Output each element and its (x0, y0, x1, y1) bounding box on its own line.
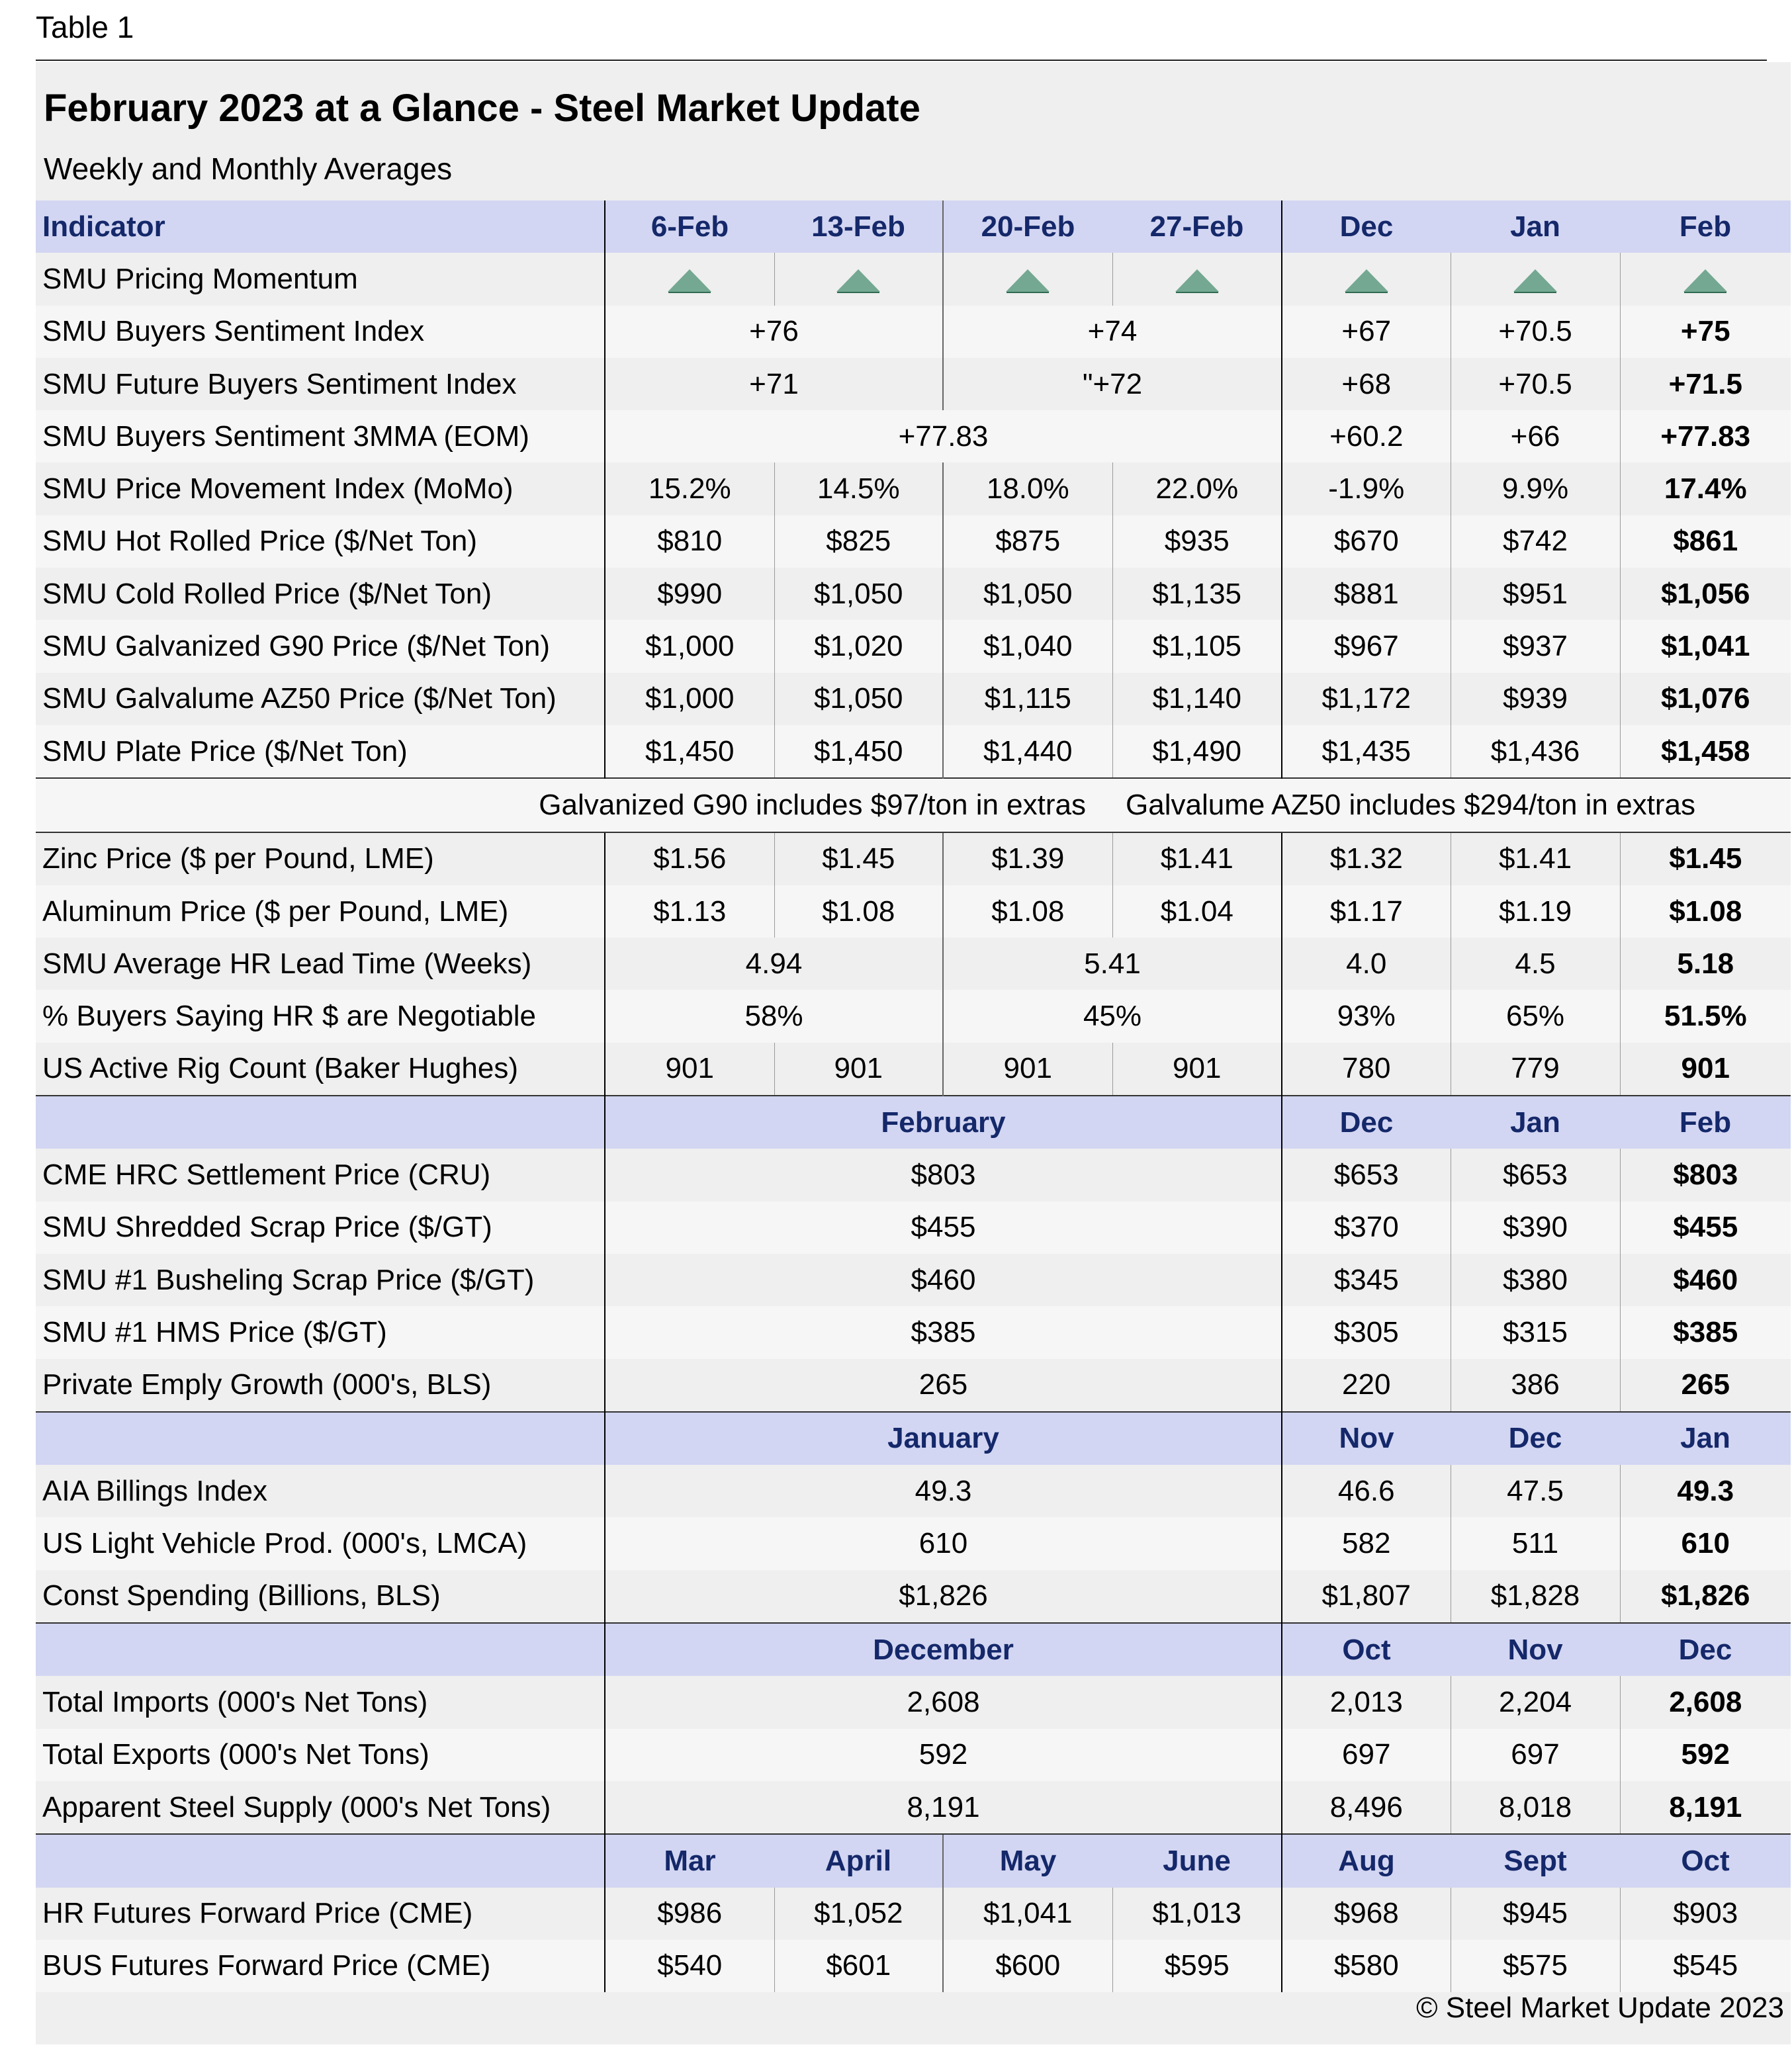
value-cell: $1.45 (1620, 832, 1791, 885)
value-cell: $670 (1282, 515, 1451, 568)
value-cell: $1,135 (1112, 568, 1282, 620)
table-row (36, 253, 1791, 305)
value-cell: $881 (1282, 568, 1451, 620)
indicator-label: Aluminum Price ($ per Pound, LME) (36, 885, 605, 938)
value-cell: 901 (943, 1043, 1112, 1096)
value-cell: $600 (943, 1940, 1112, 1992)
copyright-footer: © Steel Market Update 2023 (1416, 1992, 1784, 2024)
column-header: 20-Feb (943, 200, 1112, 253)
value-cell: $935 (1112, 515, 1282, 568)
value-cell: $1,172 (1282, 673, 1451, 725)
value-cell: 8,018 (1451, 1781, 1620, 1834)
value-cell: +75 (1620, 306, 1791, 358)
indicator-label: SMU #1 Busheling Scrap Price ($/GT) (36, 1254, 605, 1306)
table-row (36, 1149, 1791, 1201)
value-cell: 8,191 (1620, 1781, 1791, 1834)
value-cell: $460 (605, 1254, 1282, 1306)
value-cell: 610 (1620, 1517, 1791, 1569)
momentum-cell (605, 253, 774, 305)
indicator-label: HR Futures Forward Price (CME) (36, 1888, 605, 1940)
value-cell: $305 (1282, 1306, 1451, 1358)
page-subtitle: Weekly and Monthly Averages (44, 152, 453, 186)
value-cell: 9.9% (1451, 462, 1620, 515)
table-row (36, 1306, 1791, 1358)
value-cell: 14.5% (774, 462, 943, 515)
value-cell: +76 (605, 306, 943, 358)
column-header: Nov (1282, 1412, 1451, 1465)
table-row (36, 1888, 1791, 1940)
value-cell: $1.19 (1451, 885, 1620, 938)
value-cell: $601 (774, 1940, 943, 1992)
value-cell: $986 (605, 1888, 774, 1940)
value-cell: 15.2% (605, 462, 774, 515)
value-cell: $945 (1451, 1888, 1620, 1940)
caption-divider (36, 60, 1767, 61)
value-cell: 697 (1451, 1729, 1620, 1781)
indicator-label: CME HRC Settlement Price (CRU) (36, 1149, 605, 1201)
value-cell: $1,436 (1451, 725, 1620, 778)
column-header: December (605, 1623, 1282, 1676)
value-cell: $1,020 (774, 620, 943, 672)
momentum-cell (1112, 253, 1282, 305)
value-cell: 93% (1282, 990, 1451, 1042)
value-cell: +74 (943, 306, 1282, 358)
value-cell: 45% (943, 990, 1282, 1042)
value-cell: $1.41 (1112, 832, 1282, 885)
indicator-label: SMU Future Buyers Sentiment Index (36, 358, 605, 410)
column-header-indicator (36, 1623, 605, 1676)
indicator-label: SMU Galvanized G90 Price ($/Net Ton) (36, 620, 605, 672)
value-cell: $803 (1620, 1149, 1791, 1201)
value-cell: $903 (1620, 1888, 1791, 1940)
value-cell: 58% (605, 990, 943, 1042)
column-header-indicator (36, 1096, 605, 1149)
column-header: Mar (605, 1834, 774, 1887)
value-cell: $825 (774, 515, 943, 568)
value-cell: 901 (1112, 1043, 1282, 1096)
table-row (36, 620, 1791, 672)
table-row (36, 1729, 1791, 1781)
indicator-label: US Light Vehicle Prod. (000's, LMCA) (36, 1517, 605, 1569)
indicator-label: Const Spending (Billions, BLS) (36, 1570, 605, 1623)
value-cell: 610 (605, 1517, 1282, 1569)
value-cell: $540 (605, 1940, 774, 1992)
value-cell: 265 (605, 1359, 1282, 1412)
value-cell: $1.32 (1282, 832, 1451, 885)
column-header: Jan (1620, 1412, 1791, 1465)
value-cell: $742 (1451, 515, 1620, 568)
value-cell: $967 (1282, 620, 1451, 672)
value-cell: $1,040 (943, 620, 1112, 672)
value-cell: $1,826 (605, 1570, 1282, 1623)
table-frame (12, 0, 1784, 2059)
table-row (36, 990, 1791, 1042)
section-header-row (36, 1096, 1791, 1149)
value-cell: +71.5 (1620, 358, 1791, 410)
momentum-cell (1620, 253, 1791, 305)
table-row (36, 938, 1791, 990)
value-cell: $939 (1451, 673, 1620, 725)
table-row (36, 1517, 1791, 1569)
value-cell: $1,105 (1112, 620, 1282, 672)
value-cell: 65% (1451, 990, 1620, 1042)
value-cell: +68 (1282, 358, 1451, 410)
table-row (36, 306, 1791, 358)
value-cell: $1,450 (774, 725, 943, 778)
value-cell: $1,807 (1282, 1570, 1451, 1623)
value-cell: $968 (1282, 1888, 1451, 1940)
value-cell: $653 (1451, 1149, 1620, 1201)
value-cell: $1,041 (1620, 620, 1791, 672)
value-cell: $810 (605, 515, 774, 568)
indicator-label: SMU Pricing Momentum (36, 253, 605, 305)
value-cell: 901 (1620, 1043, 1791, 1096)
value-cell: $1,458 (1620, 725, 1791, 778)
indicator-label: AIA Billings Index (36, 1465, 605, 1517)
value-cell: $1.41 (1451, 832, 1620, 885)
value-cell: $1.08 (943, 885, 1112, 938)
value-cell: $1.45 (774, 832, 943, 885)
value-cell: $1,050 (774, 673, 943, 725)
table-row (36, 568, 1791, 620)
momentum-cell (774, 253, 943, 305)
column-header: Sept (1451, 1834, 1620, 1887)
value-cell: 386 (1451, 1359, 1620, 1412)
value-cell: 4.0 (1282, 938, 1451, 990)
value-cell: $1,000 (605, 673, 774, 725)
value-cell: +70.5 (1451, 306, 1620, 358)
value-cell: $1,450 (605, 725, 774, 778)
indicator-label: SMU Buyers Sentiment 3MMA (EOM) (36, 410, 605, 462)
table-row (36, 1940, 1791, 1992)
column-header: 13-Feb (774, 200, 943, 253)
value-cell: $385 (605, 1306, 1282, 1358)
value-cell: $390 (1451, 1202, 1620, 1254)
section-header-row (36, 1834, 1791, 1887)
indicator-label: SMU Cold Rolled Price ($/Net Ton) (36, 568, 605, 620)
value-cell: $1,826 (1620, 1570, 1791, 1623)
value-cell: $803 (605, 1149, 1282, 1201)
value-cell: $1,050 (774, 568, 943, 620)
value-cell: $1,013 (1112, 1888, 1282, 1940)
value-cell: $937 (1451, 620, 1620, 672)
column-header: Jan (1451, 200, 1620, 253)
section-header-row (36, 200, 1791, 253)
value-cell: 2,204 (1451, 1676, 1620, 1728)
table-row (36, 1043, 1791, 1096)
value-cell: $1,490 (1112, 725, 1282, 778)
indicator-label: SMU Average HR Lead Time (Weeks) (36, 938, 605, 990)
column-header-indicator (36, 1412, 605, 1465)
section-header-row (36, 1412, 1791, 1465)
column-header: 6-Feb (605, 200, 774, 253)
value-cell: $1.56 (605, 832, 774, 885)
table-row (36, 1676, 1791, 1728)
value-cell: $951 (1451, 568, 1620, 620)
momentum-cell (1451, 253, 1620, 305)
column-header: 27-Feb (1112, 200, 1282, 253)
column-header: Oct (1620, 1834, 1791, 1887)
value-cell: $990 (605, 568, 774, 620)
value-cell: $1,052 (774, 1888, 943, 1940)
column-header: Oct (1282, 1623, 1451, 1676)
value-cell: 8,496 (1282, 1781, 1451, 1834)
value-cell: $575 (1451, 1940, 1620, 1992)
indicator-label: SMU Plate Price ($/Net Ton) (36, 725, 605, 778)
table-row (36, 1202, 1791, 1254)
value-cell: 901 (774, 1043, 943, 1096)
indicator-label: Total Imports (000's Net Tons) (36, 1676, 605, 1728)
table-row (36, 358, 1791, 410)
value-cell: +77.83 (605, 410, 1282, 462)
column-header: Feb (1620, 200, 1791, 253)
value-cell: $1.04 (1112, 885, 1282, 938)
table-row (36, 1359, 1791, 1412)
value-cell: 2,013 (1282, 1676, 1451, 1728)
value-cell: +67 (1282, 306, 1451, 358)
market-update-panel (36, 62, 1791, 2044)
triangle-up-icon (668, 269, 711, 292)
table-row (36, 515, 1791, 568)
value-cell: 18.0% (943, 462, 1112, 515)
indicator-label: US Active Rig Count (Baker Hughes) (36, 1043, 605, 1096)
value-cell: 697 (1282, 1729, 1451, 1781)
value-cell: $380 (1451, 1254, 1620, 1306)
column-header: Jan (1451, 1096, 1620, 1149)
value-cell: 8,191 (605, 1781, 1282, 1834)
value-cell: 46.6 (1282, 1465, 1451, 1517)
value-cell: $1,440 (943, 725, 1112, 778)
value-cell: $1.39 (943, 832, 1112, 885)
page-title: February 2023 at a Glance - Steel Market Update (44, 87, 920, 130)
value-cell: $385 (1620, 1306, 1791, 1358)
section-header-row (36, 1623, 1791, 1676)
indicator-label: SMU Shredded Scrap Price ($/GT) (36, 1202, 605, 1254)
value-cell: $315 (1451, 1306, 1620, 1358)
triangle-up-icon (1006, 269, 1050, 292)
column-header: January (605, 1412, 1282, 1465)
table-row (36, 1781, 1791, 1834)
value-cell: $1,828 (1451, 1570, 1620, 1623)
value-cell: $1.08 (1620, 885, 1791, 938)
table-row (36, 462, 1791, 515)
value-cell: $455 (1620, 1202, 1791, 1254)
indicator-label: Zinc Price ($ per Pound, LME) (36, 832, 605, 885)
momentum-cell (943, 253, 1112, 305)
indicator-label: % Buyers Saying HR $ are Negotiable (36, 990, 605, 1042)
value-cell: $653 (1282, 1149, 1451, 1201)
value-cell: +77.83 (1620, 410, 1791, 462)
triangle-up-icon (1683, 269, 1727, 292)
value-cell: $1,000 (605, 620, 774, 672)
value-cell: $1,140 (1112, 673, 1282, 725)
value-cell: 47.5 (1451, 1465, 1620, 1517)
indicator-label: SMU Price Movement Index (MoMo) (36, 462, 605, 515)
triangle-up-icon (1513, 269, 1557, 292)
indicator-label: SMU Hot Rolled Price ($/Net Ton) (36, 515, 605, 568)
value-cell: 49.3 (605, 1465, 1282, 1517)
indicator-label: Private Emply Growth (000's, BLS) (36, 1359, 605, 1412)
column-header: February (605, 1096, 1282, 1149)
momentum-cell (1282, 253, 1451, 305)
column-header-indicator: Indicator (36, 200, 605, 253)
value-cell: 592 (605, 1729, 1282, 1781)
column-header: Aug (1282, 1834, 1451, 1887)
column-header: June (1112, 1834, 1282, 1887)
indicator-label: Apparent Steel Supply (000's Net Tons) (36, 1781, 605, 1834)
value-cell: $1,115 (943, 673, 1112, 725)
column-header: Dec (1451, 1412, 1620, 1465)
extras-note-g90: Galvanized G90 includes $97/ton in extras (36, 778, 1112, 832)
value-cell: $1,435 (1282, 725, 1451, 778)
value-cell: 51.5% (1620, 990, 1791, 1042)
value-cell: 592 (1620, 1729, 1791, 1781)
extras-note-row (36, 778, 1791, 832)
value-cell: $1,056 (1620, 568, 1791, 620)
value-cell: $1.17 (1282, 885, 1451, 938)
column-header: Dec (1282, 200, 1451, 253)
table-row (36, 725, 1791, 778)
indicator-label: SMU Buyers Sentiment Index (36, 306, 605, 358)
value-cell: 2,608 (1620, 1676, 1791, 1728)
value-cell: $1,041 (943, 1888, 1112, 1940)
value-cell: 4.94 (605, 938, 943, 990)
table-caption: Table 1 (36, 10, 134, 44)
value-cell: $875 (943, 515, 1112, 568)
table-row (36, 832, 1791, 885)
value-cell: +71 (605, 358, 943, 410)
value-cell: $460 (1620, 1254, 1791, 1306)
market-table (36, 200, 1791, 1992)
column-header: April (774, 1834, 943, 1887)
table-row (36, 410, 1791, 462)
table-row (36, 885, 1791, 938)
value-cell: $455 (605, 1202, 1282, 1254)
indicator-label: Total Exports (000's Net Tons) (36, 1729, 605, 1781)
table-row (36, 673, 1791, 725)
value-cell: +70.5 (1451, 358, 1620, 410)
value-cell: $595 (1112, 1940, 1282, 1992)
column-header: Dec (1282, 1096, 1451, 1149)
value-cell: $1.08 (774, 885, 943, 938)
triangle-up-icon (1345, 269, 1388, 292)
value-cell: $370 (1282, 1202, 1451, 1254)
value-cell: $1.13 (605, 885, 774, 938)
indicator-label: SMU Galvalume AZ50 Price ($/Net Ton) (36, 673, 605, 725)
value-cell: +60.2 (1282, 410, 1451, 462)
value-cell: $1,076 (1620, 673, 1791, 725)
column-header: Feb (1620, 1096, 1791, 1149)
extras-note-az50: Galvalume AZ50 includes $294/ton in extras (1112, 778, 1791, 832)
value-cell: 49.3 (1620, 1465, 1791, 1517)
value-cell: +66 (1451, 410, 1620, 462)
value-cell: 220 (1282, 1359, 1451, 1412)
column-header: Nov (1451, 1623, 1620, 1676)
value-cell: $861 (1620, 515, 1791, 568)
value-cell: 901 (605, 1043, 774, 1096)
value-cell: 22.0% (1112, 462, 1282, 515)
value-cell: -1.9% (1282, 462, 1451, 515)
value-cell: 780 (1282, 1043, 1451, 1096)
value-cell: 582 (1282, 1517, 1451, 1569)
value-cell: 265 (1620, 1359, 1791, 1412)
value-cell: 4.5 (1451, 938, 1620, 990)
indicator-label: BUS Futures Forward Price (CME) (36, 1940, 605, 1992)
triangle-up-icon (1175, 269, 1219, 292)
value-cell: $1,050 (943, 568, 1112, 620)
value-cell: "+72 (943, 358, 1282, 410)
indicator-label: SMU #1 HMS Price ($/GT) (36, 1306, 605, 1358)
table-row (36, 1465, 1791, 1517)
table-row (36, 1254, 1791, 1306)
value-cell: $345 (1282, 1254, 1451, 1306)
table-row (36, 1570, 1791, 1623)
column-header-indicator (36, 1834, 605, 1887)
value-cell: 779 (1451, 1043, 1620, 1096)
value-cell: 5.41 (943, 938, 1282, 990)
value-cell: $580 (1282, 1940, 1451, 1992)
value-cell: 17.4% (1620, 462, 1791, 515)
column-header: May (943, 1834, 1112, 1887)
value-cell: $545 (1620, 1940, 1791, 1992)
value-cell: 511 (1451, 1517, 1620, 1569)
value-cell: 5.18 (1620, 938, 1791, 990)
triangle-up-icon (836, 269, 880, 292)
value-cell: 2,608 (605, 1676, 1282, 1728)
column-header: Dec (1620, 1623, 1791, 1676)
